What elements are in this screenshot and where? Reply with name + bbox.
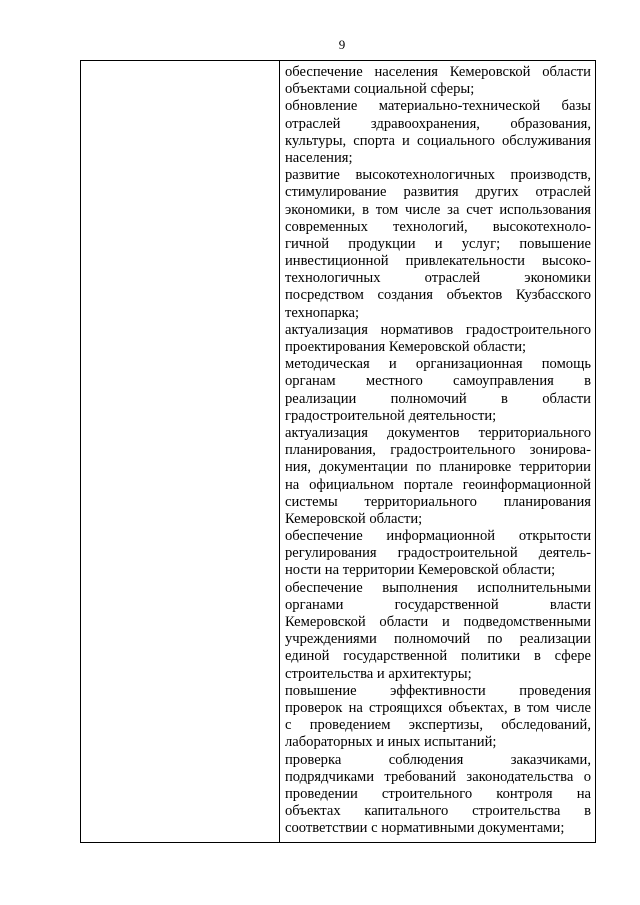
text-line: методическая и организационная помощь [285, 356, 591, 373]
text-line: развитие высокотехнологичных производств, [285, 167, 591, 184]
text-line: повышение эффективности проведения [285, 682, 591, 699]
text-line: гичной продукции и услуг; повышение [285, 235, 591, 252]
text-line: соответствии с нормативными документами; [285, 820, 565, 837]
text-line: современных технологий, высокотехноло- [285, 218, 591, 235]
text-line: обеспечение населения Кемеровской области [285, 64, 591, 80]
text-line: планирования, градостроительного зонирова- [285, 442, 591, 459]
paragraph [285, 64, 591, 98]
text-line: проведении строительного контроля на [285, 785, 591, 802]
text-line: обеспечение выполнения исполнительными [285, 579, 591, 596]
text-line: с проведением экспертизы, обследований, [285, 717, 591, 734]
text-line: актуализация нормативов градостроительного [285, 321, 591, 338]
text-line: строительства и архитектуры; [285, 665, 472, 682]
table-right-cell [285, 64, 591, 837]
text-line: обновление материально-технической базы [285, 98, 591, 115]
text-line: градостроительной деятельности; [285, 407, 497, 424]
text-line: регулирования градостроительной деятель- [285, 545, 591, 562]
text-line: культуры, спорта и социального обслуживания [285, 132, 591, 149]
text-line: подрядчиками требований законодательства о [285, 768, 591, 785]
text-line: Кемеровской области и подведомственными [285, 614, 591, 630]
text-line: лабораторных и иных испытаний; [285, 734, 497, 751]
paragraph [285, 580, 591, 683]
text-line: отраслей здравоохранения, образования, [285, 115, 591, 132]
text-line: единой государственной политики в сфере [285, 648, 591, 665]
text-line: инвестиционной привлекательности высоко- [285, 253, 591, 270]
text-line: Кемеровской области; [285, 510, 423, 527]
text-line: реализации полномочий в области [285, 390, 591, 407]
paragraph [285, 167, 591, 322]
text-line: проектирования Кемеровской области; [285, 339, 527, 355]
text-line: актуализация документов территориального [285, 424, 591, 441]
text-line: проверка соблюдения заказчиками, [285, 751, 591, 768]
page-number: 9 [338, 37, 346, 52]
paragraph [285, 425, 591, 528]
text-line: ния, документации по планировке территории [285, 459, 591, 476]
text-line: стимулирование развития других отраслей [285, 184, 591, 201]
table-left-cell [81, 61, 280, 842]
text-line: учреждениями полномочий по реализации [285, 631, 591, 648]
text-line: органам местного самоуправления в [285, 373, 591, 390]
text-line: экономики, в том числе за счет использования [285, 201, 591, 218]
text-line: ности на территории Кемеровской области; [285, 562, 556, 579]
text-line: объектах капитального строительства в [285, 803, 591, 820]
text-line: обеспечение информационной открытости [285, 528, 591, 545]
text-line: проверок на строящихся объектах, в том числе [285, 699, 591, 716]
text-line: органами государственной власти [285, 596, 591, 613]
paragraph [285, 356, 591, 425]
paragraph [285, 683, 591, 752]
paragraph [285, 98, 591, 167]
paragraph [285, 752, 591, 838]
document-table [80, 60, 596, 843]
paragraph [285, 322, 591, 356]
text-line: технологичных отраслей экономики [285, 270, 591, 287]
text-line: населения; [285, 149, 353, 166]
text-line: объектами социальной сферы; [285, 81, 475, 98]
text-line: на официальном портале геоинформационной [285, 476, 591, 493]
text-line: посредством создания объектов Кузбасского [285, 287, 591, 304]
paragraph [285, 528, 591, 580]
text-line: системы территориального планирования [285, 493, 591, 510]
text-line: технопарка; [285, 304, 360, 321]
